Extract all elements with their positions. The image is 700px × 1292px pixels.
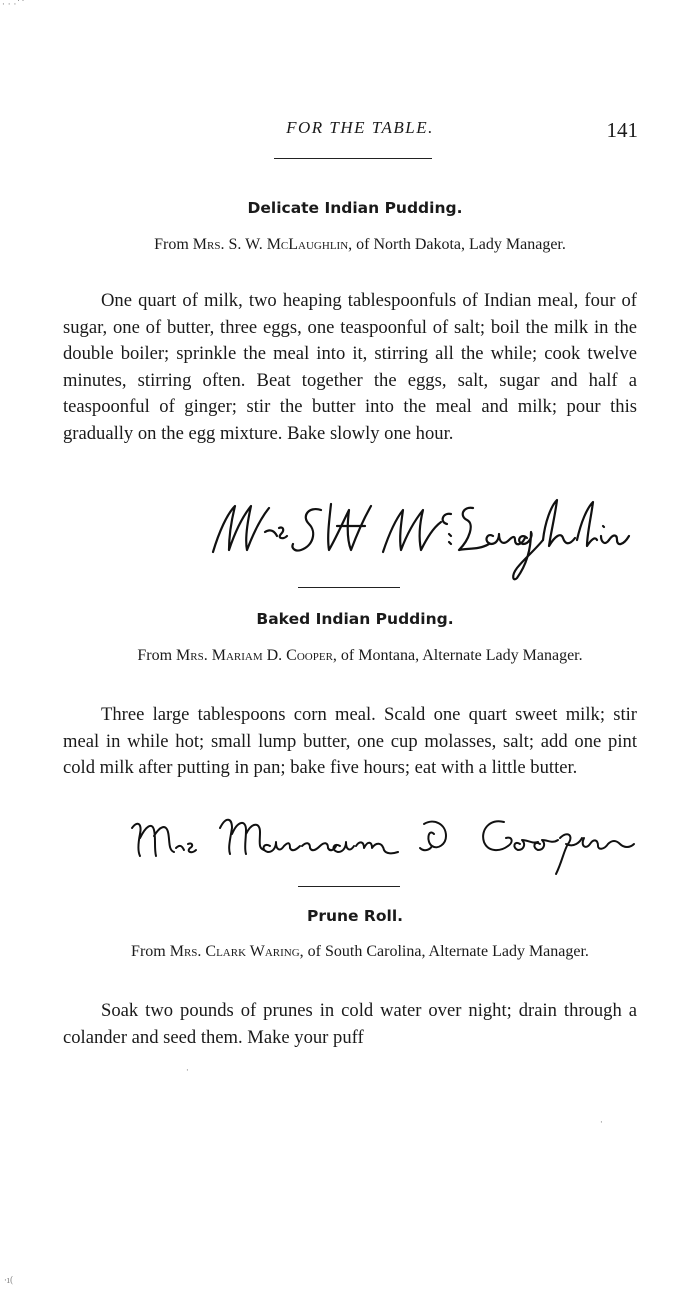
recipe-body: Soak two pounds of prunes in cold water over night; drain through a colander and seed them. Make your puff	[63, 1000, 637, 1048]
running-head	[0, 118, 700, 148]
attribution-suffix: , of Montana, Alternate Lady Manager.	[332, 647, 583, 664]
signature-drawing	[205, 492, 635, 584]
attribution-suffix: , of North Dakota, Lady Manager.	[348, 236, 566, 253]
scan-speck: ·	[186, 1066, 189, 1076]
recipe-body: One quart of milk, two heaping tablespoonfuls of Indian meal, four of sugar, one of butter, three eggs, one teaspoonful of salt; boil the milk in the double boiler; sprinkle the meal into it, stirring all the while; cook twelve minutes, stirring often. Beat together the eggs, salt, sugar and half a teaspoonful of ginger; stir the butter into the meal and milk; pour this gradually on the egg mixture. Bake slowly one hour.	[63, 290, 637, 444]
attribution-prefix: From	[154, 236, 193, 253]
section-divider	[298, 587, 400, 588]
scan-speck: ·	[600, 1118, 603, 1128]
scan-speck: · · ·˙˙	[2, 0, 26, 10]
recipe-attribution	[80, 941, 640, 962]
handwritten-signature	[128, 808, 638, 883]
recipe-attribution	[80, 234, 640, 255]
running-title: FOR THE TABLE.	[286, 118, 434, 137]
page-number: 141	[606, 118, 638, 142]
section-divider	[298, 886, 400, 887]
recipe-title: Baked Indian Pudding.	[256, 610, 454, 628]
attribution-prefix: From	[131, 943, 170, 960]
header-rule	[274, 158, 432, 159]
handwritten-signature	[205, 492, 635, 584]
attribution-name: Mrs. Mariam D. Cooper	[176, 647, 333, 664]
attribution-name: Mrs. S. W. McLaughlin	[192, 236, 349, 253]
attribution-name: Mrs. Clark Waring	[169, 943, 300, 960]
recipe-title: Delicate Indian Pudding.	[247, 199, 463, 217]
recipe-body: Three large tablespoons corn meal. Scald one quart sweet milk; stir meal in while hot; small lump butter, one cup molasses, salt; add one pint cold milk after putting in pan; bake five hours; eat with a little butter.	[63, 704, 637, 778]
signature-drawing	[128, 808, 638, 883]
attribution-prefix: From	[137, 647, 177, 664]
recipe-attribution	[80, 645, 640, 666]
recipe-title: Prune Roll.	[306, 907, 404, 925]
attribution-suffix: , of South Carolina, Alternate Lady Manager.	[299, 943, 589, 960]
scan-speck: ·ı(	[4, 1276, 14, 1286]
